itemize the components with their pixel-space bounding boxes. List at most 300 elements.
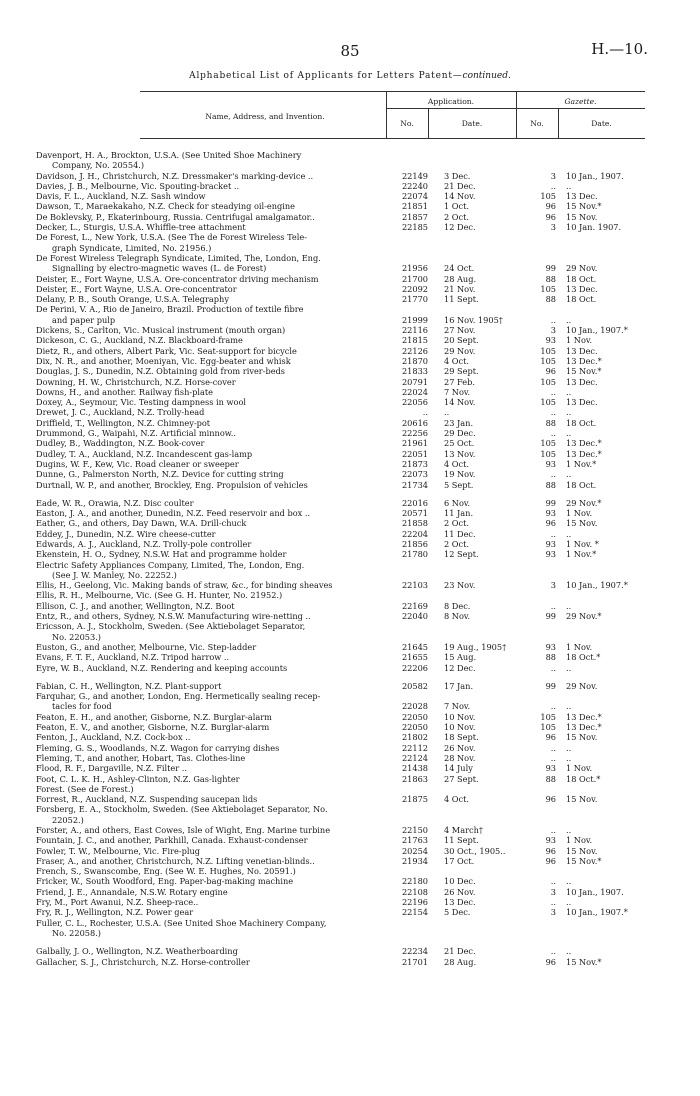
gazette-date: 10 Jan., 1907.* [566,325,628,336]
applicant-name: Delany, P. B., South Orange, U.S.A. Telegraphy [36,294,229,305]
applicant-name-continued: No. 22058.) [52,927,101,938]
gazette-number: 105 [540,283,556,294]
application-date: 2 Oct. [444,211,470,222]
application-date: 5 Sept. [444,479,474,490]
application-number: 21438 [401,763,428,774]
application-number: 21833 [401,366,428,377]
applicant-name: Eade, W. R., Orawia, N.Z. Disc coulter [36,497,194,508]
applicant-name: Farquhar, G., and another, London, Eng. Hermetically sealing recep- [36,691,321,702]
applicant-name-continued: and paper pulp [52,314,116,325]
application-date: 8 Dec. [444,600,471,611]
applicant-name: Driffield, T., Wellington, N.Z. Chimney-pot [36,417,211,428]
applicant-name: Foot, C. L. K. H., Ashley-Clinton, N.Z. Gas-lighter [36,773,240,784]
applicant-name: Forsberg, E. A., Stockholm, Sweden. (See Aktiebolaget Separator, No. [36,804,328,815]
application-date: 6 Nov. [444,497,471,508]
application-number: 22040 [401,611,428,622]
gazette-date: .. [566,314,572,325]
gazette-header: Gazette. [564,97,597,106]
application-number: 20571 [401,508,428,519]
application-date: 12 Dec. [444,222,476,233]
applicant-name: Eyre, W. B., Auckland, N.Z. Rendering and keeping accounts [36,662,288,673]
applicant-name: Durtnall, W. P., and another, Brockley, Eng. Propulsion of vehicles [36,479,308,490]
gazette-date: 13 Dec.* [566,438,602,449]
gazette-date: .. [566,876,572,887]
gazette-number: 88 [545,417,556,428]
gazette-number: 93 [545,335,556,346]
application-date: 23 Jan. [444,417,474,428]
applicant-name: Downs, H., and another. Railway fish-plate [36,386,214,397]
table-row [0,732,700,742]
table-row [0,222,700,232]
applicant-name: Fraser, A., and another, Christchurch, N.Z. Lifting venetian-blinds.. [36,855,315,866]
gazette-date: .. [566,528,572,539]
application-date: 28 Aug. [444,956,477,967]
document-reference: H.—10. [591,40,648,58]
gazette-number: 3 [550,907,556,918]
applicant-name: Forrest, R., Auckland, N.Z. Suspending saucepan lids [36,794,258,805]
table-row [0,397,700,407]
table-row [0,253,700,274]
application-date: 8 Nov. [444,611,471,622]
application-date: 30 Oct., 1905.. [444,845,506,856]
application-date: 26 Nov. [444,886,476,897]
gazette-number: 105 [540,448,556,459]
table-row [0,918,700,939]
gazette-date: 10 Jan. 1907. [566,222,622,233]
gazette-date: 13 Dec. [566,191,598,202]
table-row [0,377,700,387]
table-row [0,212,700,222]
gazette-date: .. [566,946,572,957]
application-number: 22073 [401,469,428,480]
gazette-number: .. [550,528,556,539]
table-row [0,663,700,673]
application-date: 7 Nov. [444,701,471,712]
table-row [0,590,700,600]
gazette-date: 1 Nov. * [566,538,599,549]
application-number: 22150 [401,825,428,835]
table-row [0,763,700,773]
gazette-number: 93 [545,763,556,774]
application-number: 21858 [401,518,428,529]
applicant-name-continued: Company, No. 20554.) [52,160,145,171]
section-gap [0,938,700,946]
table-row [0,356,700,366]
application-date: 18 Sept. [444,732,479,743]
table-row [0,835,700,845]
application-number: 22126 [401,345,428,356]
table-header [140,91,645,139]
gazette-date: 10 Jan., 1907.* [566,907,628,918]
gazette-date: .. [566,180,572,191]
gazette-number: 3 [550,886,556,897]
applicant-name: Easton, J. A., and another, Dunedin, N.Z. Feed reservoir and box .. [36,508,311,519]
applicant-name: Davies, J. B., Melbourne, Vic. Spouting-bracket .. [36,180,240,191]
applicant-name: Davenport, H. A., Brockton, U.S.A. (See United Shoe Machinery [36,150,302,160]
applicant-name: Fowler, T. W., Melbourne, Vic. Fire-plug [36,845,201,856]
applicant-name: Ellis, H., Geelong, Vic. Making bands of straw, &c., for binding sheaves [36,580,333,591]
gazette-number: 105 [540,438,556,449]
application-number: 22169 [401,600,428,611]
gazette-date: 13 Dec. [566,345,598,356]
application-date: 27 Feb. [444,376,475,387]
gazette-number: 93 [545,835,556,846]
gazette-number: 93 [545,641,556,652]
gazette-number: 96 [545,366,556,377]
applicant-name: Dix, N. R., and another, Moeniyan, Vic. Egg-beater and whisk [36,355,291,366]
application-number: 21815 [401,335,428,346]
table-row [0,691,700,712]
gazette-date: 18 Oct.* [566,652,601,663]
gazette-date: 1 Nov. [566,641,593,652]
application-number: 21645 [401,641,428,652]
application-date: 26 Nov. [444,742,476,753]
column-rule [386,92,387,138]
applicant-name: Doxey, A., Seymour, Vic. Testing dampness in wool [36,397,246,408]
gazette-number: 93 [545,508,556,519]
gazette-number: 3 [550,580,556,591]
application-number: 22124 [401,752,428,763]
application-number: 22103 [401,580,428,591]
table-row [0,621,700,642]
table-row [0,274,700,284]
title-continued: continued. [462,71,511,81]
application-number: 21873 [401,458,428,469]
application-date: 4 Oct. [444,355,470,366]
section-gap [0,490,700,498]
applicant-name: Davis, F. L., Auckland, N.Z. Sash window [36,191,206,202]
application-number: 21956 [401,263,428,274]
gazette-date: 1 Nov. [566,335,593,346]
title-main: Alphabetical List of Applicants for Letters Patent— [189,71,463,81]
applicant-name: Entz, R., and others, Sydney, N.S.W. Manufacturing wire-netting .. [36,611,311,622]
application-number: 22112 [401,742,428,753]
application-number: 21763 [401,835,428,846]
application-date: 3 Dec. [444,170,471,181]
application-number: 22234 [401,946,428,957]
table-row [0,866,700,876]
table-row [0,304,700,325]
application-number: 21961 [401,438,428,449]
table-row [0,743,700,753]
application-date: 27 Sept. [444,773,479,784]
table-row [0,171,700,181]
table-row [0,181,700,191]
application-number: 22074 [401,191,428,202]
application-date: 21 Nov. [444,283,476,294]
gazette-number: .. [550,946,556,957]
table-row [0,418,700,428]
application-date: 10 Dec. [444,876,476,887]
application-number: 22185 [401,222,428,233]
application-number: 22024 [401,386,428,397]
table-row [0,346,700,356]
application-no-header: No. [400,119,414,128]
gazette-date: 13 Dec.* [566,355,602,366]
applicant-name: Drewet, J. C., Auckland, N.Z. Trolly-head [36,407,205,418]
application-date: 13 Dec. [444,897,476,908]
gazette-number: 88 [545,273,556,284]
table-row [0,887,700,897]
applicant-name: Drummond, G., Waipahi, N.Z. Artificial minnow.. [36,428,236,439]
gazette-number: .. [550,469,556,480]
application-date: 24 Oct. [444,263,475,274]
applicant-name: Forest. (See de Forest.) [36,783,134,794]
table-row [0,876,700,886]
page-number: 85 [340,42,360,60]
gazette-date: 18 Oct. [566,294,597,305]
table-row [0,407,700,417]
applicant-name: Fuller, C. L., Rochester, U.S.A. (See United Shoe Machinery Company, [36,917,327,928]
table-row [0,681,700,691]
table-row [0,774,700,784]
gazette-date: .. [566,752,572,763]
gazette-number: 105 [540,722,556,733]
gazette-date: 15 Nov. [566,211,598,222]
application-number: 21999 [401,314,428,325]
gazette-number: 99 [545,497,556,508]
gazette-date: 18 Oct. [566,479,597,490]
table-row [0,846,700,856]
gazette-number: .. [550,742,556,753]
table-row [0,201,700,211]
gazette-date: 18 Oct. [566,417,597,428]
applicant-name: Edwards, A. J., Auckland, N.Z. Trolly-pole controller [36,538,252,549]
applicant-name: Ellis, R. H., Melbourne, Vic. (See G. H. Hunter, No. 21952.) [36,590,283,601]
application-date: 17 Oct. [444,855,475,866]
table-row [0,580,700,590]
applicant-name: Fry, R. J., Wellington, N.Z. Power gear [36,907,194,918]
applicant-name: Ericsson, A. J., Stockholm, Sweden. (See Aktiebolaget Separator, [36,621,306,632]
gazette-date: .. [566,897,572,908]
gazette-number: 88 [545,294,556,305]
applicant-name: Deister, E., Fort Wayne, U.S.A. Ore-concentrator driving mechanism [36,273,319,284]
applicant-name-continued: Signalling by electro-magnetic waves (L. de Forest) [52,263,267,274]
gazette-number: 99 [545,611,556,622]
applicant-name: Dickens, S., Carlton, Vic. Musical instrument (mouth organ) [36,325,286,336]
gazette-date: 15 Nov.* [566,956,602,967]
table-row [0,498,700,508]
gazette-number: .. [550,701,556,712]
table-row [0,366,700,376]
application-date: 12 Dec. [444,662,476,673]
application-date: 20 Sept. [444,335,479,346]
application-number: 21802 [401,732,428,743]
gazette-date: 1 Nov.* [566,549,597,560]
gazette-date: .. [566,407,572,418]
application-date: 2 Oct. [444,538,470,549]
applicant-name: De Forest, L., New York, U.S.A. (See The de Forest Wireless Tele- [36,232,307,243]
table-row [0,794,700,804]
application-number: 21875 [401,794,428,805]
gazette-date: 29 Nov.* [566,611,602,622]
applicant-name: Dudley, B., Waddington, N.Z. Book-cover [36,438,205,449]
table-row [0,611,700,621]
applicant-name-continued: No. 22053.) [52,631,101,642]
applicant-name: Dietz, R., and others, Albert Park, Vic. Seat-support for bicycle [36,345,297,356]
applicant-name: Fleming, T., and another, Hobart, Tas. Clothes-line [36,752,246,763]
table-row [0,642,700,652]
gazette-date: 1 Nov. [566,508,593,519]
applicant-name: De Boklevsky, P., Ekaterinbourg, Russia. Centrifugal amalgamator.. [36,211,315,222]
applicant-name: Deister, E., Fort Wayne, U.S.A. Ore-concentrator [36,283,237,294]
table-row [0,946,700,956]
application-number: 22050 [401,722,428,733]
application-date: 11 Sept. [444,835,479,846]
table-row [0,518,700,528]
applicant-name: Flood, R. F., Dargaville, N.Z. Filter .. [36,763,187,774]
applicant-name: Douglas, J. S., Dunedin, N.Z. Obtaining gold from river-beds [36,366,286,377]
gazette-number: 105 [540,191,556,202]
application-number: 22196 [401,897,428,908]
application-number: 22051 [401,448,428,459]
application-date: 10 Nov. [444,711,476,722]
gazette-number: 96 [545,211,556,222]
gazette-date: 29 Nov. [566,680,598,691]
table-row [0,438,700,448]
gazette-date: 18 Oct. [566,273,597,284]
application-number: 21857 [401,211,428,222]
application-date: 28 Nov. [444,752,476,763]
application-date: 29 Nov. [444,345,476,356]
gazette-number: 105 [540,355,556,366]
gazette-date: 13 Dec. [566,397,598,408]
applicant-name: Davidson, J. H., Christchurch, N.Z. Dressmaker's marking-device .. [36,170,314,181]
application-date: 19 Aug., 1905† [444,641,507,652]
gazette-number: 3 [550,222,556,233]
application-date: 11 Sept. [444,294,479,305]
table-row [0,325,700,335]
table-row [0,191,700,201]
gazette-number: 96 [545,845,556,856]
gazette-number: 3 [550,325,556,336]
gazette-date: .. [566,428,572,439]
applicant-name: Fabian, C. H., Wellington, N.Z. Plant-support [36,680,222,691]
gazette-number: .. [550,386,556,397]
application-number: 21655 [401,652,428,663]
application-date: 23 Nov. [444,580,476,591]
application-date: 15 Aug. [444,652,477,663]
application-number: 22116 [401,325,428,336]
applicant-name: Euston, G., and another, Melbourne, Vic. Step-ladder [36,641,257,652]
table-row [0,784,700,794]
application-number: 22092 [401,283,428,294]
application-number: 22050 [401,711,428,722]
applicant-name: Fenton, J., Auckland, N.Z. Cock-box .. [36,732,191,743]
table-row [0,335,700,345]
table-row [0,957,700,967]
table-row [0,232,700,253]
column-rule [516,92,517,138]
applicant-name: Dudley, T. A., Auckland, N.Z. Incandescent gas-lamp [36,448,253,459]
gazette-date: 10 Jan., 1907. [566,886,624,897]
table-row [0,480,700,490]
gazette-number: .. [550,407,556,418]
name-column-header: Name, Address, and Invention. [205,112,325,121]
applicant-name: Electric Safety Appliances Company, Limited, The, London, Eng. [36,559,305,570]
gazette-date: 29 Nov.* [566,497,602,508]
gazette-number: .. [550,600,556,611]
table-row [0,284,700,294]
gazette-number: .. [550,180,556,191]
gazette-date: 10 Jan., 1907. [566,170,624,181]
applicant-name: Dugins, W. F., Kew, Vic. Road cleaner or sweeper [36,458,239,469]
gazette-number: 99 [545,263,556,274]
table-row [0,907,700,917]
applicant-name-continued: 22052.) [52,814,84,825]
gazette-date: 13 Dec.* [566,711,602,722]
table-row [0,508,700,518]
table-row [0,856,700,866]
applicant-name: Fry, M., Port Awanui, N.Z. Sheep-race.. [36,897,199,908]
application-number: 21851 [401,201,428,212]
applicant-name: Decker, L., Sturgis, U.S.A. Whiffle-tree attachment [36,222,246,233]
applicant-name: Downing, H. W., Christchurch, N.Z. Horse-cover [36,376,236,387]
gazette-date: 15 Nov. [566,845,598,856]
table-row [0,722,700,732]
application-number: .. [422,407,428,418]
gazette-date: 1 Nov. [566,763,593,774]
table-row [0,712,700,722]
application-number: 22056 [401,397,428,408]
applicant-name-continued: tacles for food [52,701,112,712]
gazette-date: 13 Dec.* [566,722,602,733]
table-row [0,825,700,835]
gazette-number: 105 [540,345,556,356]
gazette-date: 13 Dec. [566,376,598,387]
application-number: 22206 [401,662,428,673]
gazette-date: 1 Nov. [566,835,593,846]
application-number: 21934 [401,855,428,866]
applicant-name: Dunne, G., Palmerston North, N.Z. Device for cutting string [36,469,284,480]
gazette-number: .. [550,428,556,439]
applicant-name: Friend, J. E., Annandale, N.S.W. Rotary engine [36,886,228,897]
table-row [0,469,700,479]
application-date: 4 Oct. [444,794,470,805]
table-row [0,539,700,549]
application-date: 29 Sept. [444,366,479,377]
applicant-name: Forster, A., and others, East Cowes, Isle of Wight, Eng. Marine turbine [36,825,331,835]
application-number: 22149 [401,170,428,181]
gazette-date: 15 Nov.* [566,201,602,212]
application-date: 2 Oct. [444,518,470,529]
gazette-number: 93 [545,538,556,549]
application-number: 22108 [401,886,428,897]
applicant-name: Gallacher, S. J., Christchurch, N.Z. Horse-controller [36,956,250,967]
applicant-name: Ekenstein, H. O., Sydney, N.S.W. Hat and programme holder [36,549,287,560]
gazette-number: 96 [545,855,556,866]
application-number: 21701 [401,956,428,967]
application-number: 22204 [401,528,428,539]
gazette-date: .. [566,386,572,397]
application-date: 14 Nov. [444,397,476,408]
applicant-name: Fricker, W., South Woodford, Eng. Paper-bag-making machine [36,876,294,887]
section-gap [0,673,700,681]
application-number: 21734 [401,479,428,490]
gazette-date: .. [566,600,572,611]
gazette-date: 15 Nov.* [566,855,602,866]
gazette-date: 15 Nov. [566,732,598,743]
application-date: 17 Jan. [444,680,474,691]
application-number: 22154 [401,907,428,918]
applicant-name: De Perini, V. A., Rio de Janeiro, Brazil. Production of textile fibre [36,304,304,315]
gazette-number: .. [550,876,556,887]
application-number: 22256 [401,428,428,439]
gazette-date: 10 Jan., 1907.* [566,580,628,591]
table-row [0,529,700,539]
application-date: 4 March† [444,825,483,835]
applicant-name-continued: graph Syndicate, Limited, No. 21956.) [52,242,212,253]
